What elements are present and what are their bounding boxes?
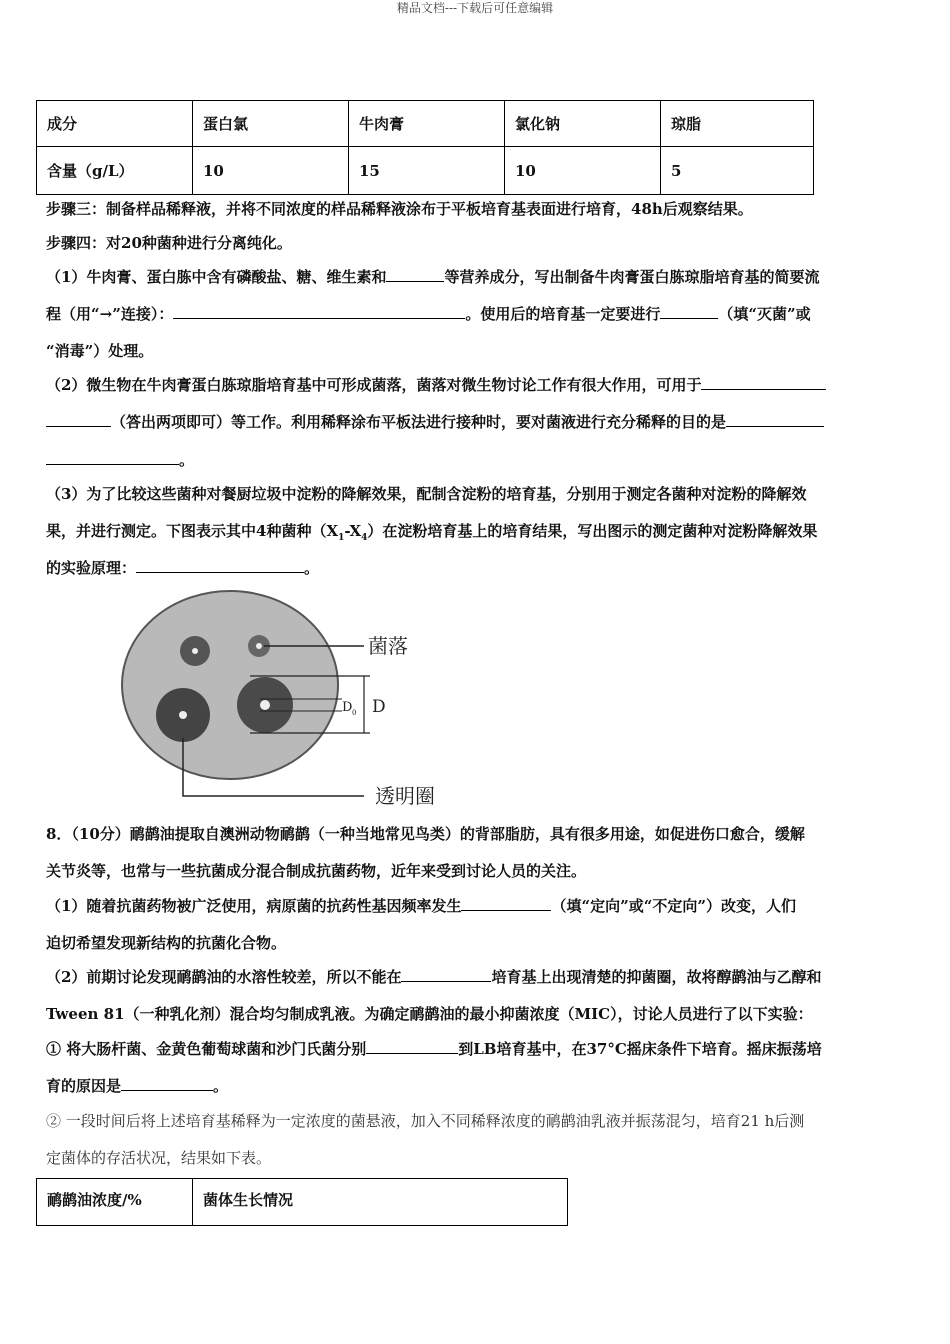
question-1-line1: [46, 259, 906, 296]
table-cell: 琼脂: [661, 101, 814, 147]
question-2-line3: [46, 442, 906, 479]
question-8-step2-line1: ② 一段时间后将上述培育基稀释为一定浓度的菌悬液，加入不同稀释浓度的鸸鹋油乳液并振荡混匀，培育21 h后测: [46, 1112, 805, 1130]
answer-blank: [173, 304, 465, 319]
text: 培育基上出现清楚的抑菌圈，故将醇鹋油与乙醇和: [491, 968, 822, 986]
table-cell: 鸸鹋油浓度/%: [37, 1179, 193, 1226]
answer-blank: [46, 412, 111, 427]
text: ）在淀粉培育基上的培育结果，写出图示的测定菌种对淀粉降解效果: [367, 522, 818, 540]
colony-x1-center: [192, 648, 198, 654]
text: （1）随着抗菌药物被广泛使用，病原菌的抗药性基因频率发生: [46, 897, 462, 915]
subscript: 4: [361, 533, 368, 543]
table-cell: 氯化钠: [505, 101, 661, 147]
text: 等营养成分，写出制备牛肉膏蛋白胨琼脂培育基的简要流: [444, 268, 820, 286]
table-cell: 15: [349, 147, 505, 195]
answer-blank: [366, 1039, 458, 1054]
text: （填“灭菌”或: [718, 305, 811, 323]
question-8-step1-line2: [46, 1068, 906, 1105]
table-cell: 含量（g/L）: [37, 147, 193, 195]
text: 程（用“→”连接）：: [46, 305, 174, 323]
colony-x3-center: [179, 711, 187, 719]
answer-blank: [401, 967, 491, 982]
answer-blank: [461, 896, 551, 911]
table-header-row: [37, 101, 814, 147]
page-header: 精品文档---下载后可任意编辑: [396, 1, 554, 15]
text: 到LB培育基中，在37°C摇床条件下培育。摇床振荡培: [458, 1040, 822, 1058]
step-3: 步骤三：制备样品稀释液，并将不同浓度的样品稀释液涂布于平板培育基表面进行培育，48h后观察结果。: [46, 200, 753, 218]
answer-blank: [46, 450, 179, 465]
emu-oil-result-table: [36, 1178, 568, 1226]
text: 。: [304, 559, 320, 577]
text: 育的原因是: [46, 1077, 122, 1095]
label-colony: 菌落: [368, 634, 408, 658]
answer-blank: [701, 375, 826, 390]
text: ① 将大肠杆菌、金黄色葡萄球菌和沙门氏菌分别: [46, 1040, 367, 1058]
colony-x4-center: [260, 700, 270, 710]
question-8-line2: 关节炎等，也常与一些抗菌成分混合制成抗菌药物，近年来受到讨论人员的关注。: [46, 862, 587, 880]
answer-blank: [660, 304, 718, 319]
petri-dish: [122, 591, 338, 779]
text: （1）牛肉膏、蛋白胨中含有磷酸盐、糖、维生素和: [46, 268, 387, 286]
label-d: D: [372, 697, 386, 717]
question-8-1-line1: [46, 888, 906, 925]
question-2-line1: [46, 367, 906, 404]
text: 的实验原理：: [46, 559, 137, 577]
text: 。: [213, 1077, 229, 1095]
table-cell: 成分: [37, 101, 193, 147]
question-8-1-line2: 迫切希望发现新结构的抗菌化合物。: [46, 934, 287, 952]
label-d0: D: [342, 700, 353, 715]
answer-blank: [726, 412, 824, 427]
answer-blank: [121, 1076, 213, 1091]
table-cell: 蛋白氯: [193, 101, 349, 147]
text: -X: [344, 522, 362, 540]
text: 果，并进行测定。下图表示其中4种菌种（X: [46, 522, 339, 540]
answer-blank: [136, 558, 304, 573]
step-4: 步骤四：对20种菌种进行分离纯化。: [46, 234, 292, 252]
table-header-row: [37, 1179, 568, 1226]
question-8-line1: 8．（10分）鸸鹋油提取自澳洲动物鸸鹋（一种当地常见鸟类）的背部脂肪，具有很多用途，如促进伤口愈合，缓解: [46, 825, 805, 843]
question-1-line3: “消毒”）处理。: [46, 342, 154, 360]
question-1-line2: [46, 296, 906, 333]
medium-composition-table: [36, 100, 814, 195]
text: （2）前期讨论发现鸸鹋油的水溶性较差，所以不能在: [46, 968, 402, 986]
question-3-line1: （3）为了比较这些菌种对餐厨垃圾中淀粉的降解效果，配制含淀粉的培育基，分别用于测定各菌种对淀粉的降解效: [46, 485, 807, 503]
table-cell: 牛肉膏: [349, 101, 505, 147]
label-d0-sub: 0: [352, 709, 357, 717]
text: 。: [179, 451, 195, 469]
text: （2）微生物在牛肉膏蛋白胨琼脂培育基中可形成菌落，菌落对微生物讨论工作有很大作用，可用于: [46, 376, 702, 394]
question-2-line2: [46, 404, 906, 441]
question-8-2-line2: Tween 81（一种乳化剂）混合均匀制成乳液。为确定鸸鹋油的最小抑菌浓度（MIC），讨论人员进行了以下实验：: [46, 1005, 813, 1023]
text: （答出两项即可）等工作。利用稀释涂布平板法进行接种时，要对菌液进行充分稀释的目的是: [111, 413, 727, 431]
colony-x2-center: [256, 643, 262, 649]
table-cell: 5: [661, 147, 814, 195]
petri-dish-figure: [120, 588, 450, 813]
text: 。使用后的培育基一定要进行: [465, 305, 661, 323]
question-8-2-line1: [46, 959, 906, 996]
question-8-step2-line2: 定菌体的存活状况，结果如下表。: [46, 1149, 272, 1167]
table-cell: 10: [505, 147, 661, 195]
label-ring: 透明圈: [375, 784, 435, 808]
table-cell: 10: [193, 147, 349, 195]
question-3-line3: [46, 550, 906, 587]
table-row: [37, 147, 814, 195]
answer-blank: [386, 267, 444, 282]
table-cell: 菌体生长情况: [193, 1179, 568, 1226]
text: （填“定向”或“不定向”）改变，人们: [551, 897, 796, 915]
subscript: 1: [338, 533, 345, 543]
question-8-step1-line1: [46, 1031, 906, 1068]
